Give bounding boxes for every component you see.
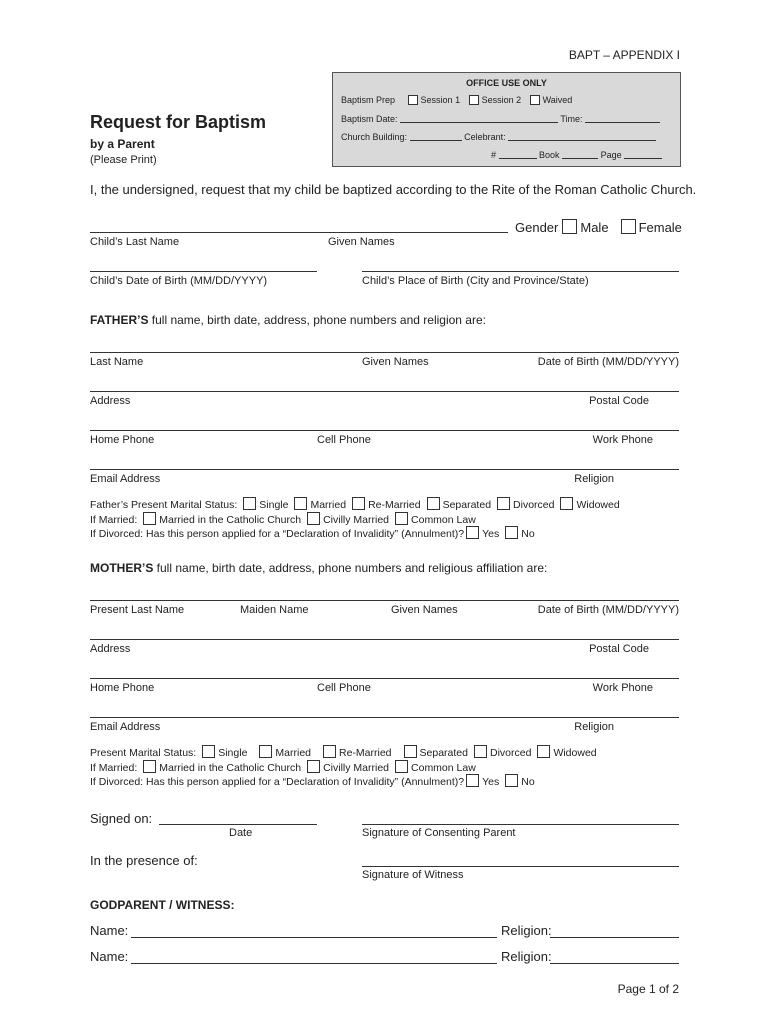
- male-label: Male: [580, 220, 609, 235]
- number-field[interactable]: [499, 149, 537, 159]
- mother-home-phone-label: Home Phone: [90, 682, 155, 694]
- number-label: #: [491, 150, 497, 160]
- page-label: Page: [600, 150, 622, 160]
- mother-heading-bold: MOTHER’S: [90, 561, 154, 575]
- father-yes-label: Yes: [482, 528, 500, 540]
- form-title: Request for Baptism: [90, 112, 267, 132]
- page-number: Page 1 of 2: [617, 982, 679, 996]
- godparent-name2-line[interactable]: [131, 963, 497, 964]
- father-address-line[interactable]: [90, 391, 679, 392]
- godparent-name1-line[interactable]: [131, 937, 497, 938]
- father-heading-bold: FATHER’S: [90, 313, 149, 327]
- time-field[interactable]: [585, 113, 660, 123]
- father-single-label: Single: [259, 499, 289, 511]
- mother-remarried-checkbox[interactable]: [323, 745, 336, 758]
- date-signature-line[interactable]: [159, 824, 317, 825]
- mother-heading: [90, 561, 547, 575]
- mother-maiden-name-label: Maiden Name: [240, 604, 309, 616]
- mother-heading-text: full name, birth date, address, phone numbers and religious affiliation are:: [153, 561, 548, 575]
- mother-divorced-checkbox[interactable]: [474, 745, 487, 758]
- mother-married-checkbox[interactable]: [259, 745, 272, 758]
- father-work-phone-label: Work Phone: [592, 434, 653, 446]
- father-annulment-question: Has this person applied for a “Declaration of Invalidity” (Annulment)?: [146, 528, 465, 540]
- father-remarried-checkbox[interactable]: [352, 497, 365, 510]
- father-civilly-label: Civilly Married: [323, 514, 390, 526]
- mother-catholic-label: Married in the Catholic Church: [159, 762, 302, 774]
- mother-civilly-checkbox[interactable]: [307, 760, 320, 773]
- consenting-parent-signature-line[interactable]: [362, 824, 679, 825]
- father-separated-checkbox[interactable]: [427, 497, 440, 510]
- office-title: OFFICE USE ONLY: [466, 78, 547, 88]
- please-print-note: (Please Print): [90, 154, 157, 166]
- father-heading: [90, 313, 486, 327]
- session2-checkbox[interactable]: [469, 95, 479, 105]
- mother-remarried-label: Re-Married: [339, 747, 392, 759]
- signed-on-label: Signed on:: [90, 811, 153, 826]
- father-given-names-label: Given Names: [362, 356, 429, 368]
- father-widowed-label: Widowed: [576, 499, 620, 511]
- father-remarried-label: Re-Married: [368, 499, 421, 511]
- father-married-label: Married: [310, 499, 347, 511]
- godparent-religion2-line[interactable]: [550, 963, 679, 964]
- mother-widowed-label: Widowed: [553, 747, 597, 759]
- father-religion-label: Religion: [574, 473, 614, 485]
- mother-last-name-label: Present Last Name: [90, 604, 185, 616]
- father-home-phone-label: Home Phone: [90, 434, 155, 446]
- father-no-checkbox[interactable]: [505, 526, 518, 539]
- mother-yes-label: Yes: [482, 776, 500, 788]
- father-if-divorced-row: [90, 526, 535, 540]
- waived-checkbox[interactable]: [530, 95, 540, 105]
- consenting-parent-label: Signature of Consenting Parent: [362, 827, 516, 839]
- mother-civilly-label: Civilly Married: [323, 762, 390, 774]
- mother-single-label: Single: [218, 747, 248, 759]
- child-dob-label: Child’s Date of Birth (MM/DD/YYYY): [90, 275, 268, 287]
- appendix-label: BAPT – APPENDIX I: [568, 48, 680, 62]
- child-dob-line[interactable]: [90, 271, 317, 272]
- father-divorced-checkbox[interactable]: [497, 497, 510, 510]
- father-email-line[interactable]: [90, 469, 679, 470]
- celebrant-field[interactable]: [508, 131, 656, 141]
- child-pob-line[interactable]: [362, 271, 679, 272]
- godparent-name1-label: Name:: [90, 923, 129, 938]
- mother-if-married-label: If Married:: [90, 762, 138, 774]
- mother-name-line[interactable]: [90, 600, 679, 601]
- mother-marital-label: Present Marital Status:: [90, 747, 197, 759]
- mother-given-names-label: Given Names: [391, 604, 458, 616]
- father-widowed-checkbox[interactable]: [560, 497, 573, 510]
- mother-widowed-checkbox[interactable]: [537, 745, 550, 758]
- mother-common-law-label: Common Law: [411, 762, 476, 774]
- baptism-date-field[interactable]: [400, 113, 558, 123]
- father-postal-label: Postal Code: [589, 395, 649, 407]
- male-checkbox[interactable]: [562, 219, 577, 234]
- father-separated-label: Separated: [442, 499, 492, 511]
- father-marital-label: Father’s Present Marital Status:: [90, 499, 238, 511]
- father-no-label: No: [521, 528, 535, 540]
- mother-separated-label: Separated: [419, 747, 468, 759]
- waived-label: Waived: [542, 95, 573, 105]
- godparent-religion2-label: Religion:: [501, 949, 552, 964]
- baptism-date-label: Baptism Date:: [341, 114, 398, 124]
- mother-if-divorced-label: If Divorced:: [90, 776, 144, 788]
- godparent-religion1-line[interactable]: [550, 937, 679, 938]
- father-if-married-label: If Married:: [90, 514, 138, 526]
- father-married-checkbox[interactable]: [294, 497, 307, 510]
- mother-if-divorced-row: [90, 774, 535, 788]
- father-yes-checkbox[interactable]: [466, 526, 479, 539]
- father-common-law-checkbox[interactable]: [395, 512, 408, 525]
- mother-catholic-checkbox[interactable]: [143, 760, 156, 773]
- mother-common-law-checkbox[interactable]: [395, 760, 408, 773]
- father-civilly-checkbox[interactable]: [307, 512, 320, 525]
- father-divorced-label: Divorced: [513, 499, 555, 511]
- father-if-married-row: [90, 512, 476, 526]
- page-field[interactable]: [624, 149, 662, 159]
- witness-signature-line[interactable]: [362, 866, 679, 867]
- mother-yes-checkbox[interactable]: [466, 774, 479, 787]
- father-marital-row: [90, 497, 620, 511]
- godparent-name2-label: Name:: [90, 949, 129, 964]
- session1-label: Session 1: [420, 95, 461, 105]
- child-last-name-label: Child’s Last Name: [90, 236, 180, 248]
- mother-single-checkbox[interactable]: [202, 745, 215, 758]
- father-if-divorced-label: If Divorced:: [90, 528, 144, 540]
- female-checkbox[interactable]: [621, 219, 636, 234]
- witness-signature-label: Signature of Witness: [362, 869, 464, 881]
- female-label: Female: [638, 220, 682, 235]
- mother-postal-label: Postal Code: [589, 643, 649, 655]
- mother-no-checkbox[interactable]: [505, 774, 518, 787]
- father-last-name-label: Last Name: [90, 356, 144, 368]
- book-field[interactable]: [562, 149, 598, 159]
- mother-marital-row: [90, 745, 597, 759]
- mother-divorced-label: Divorced: [490, 747, 532, 759]
- intro-statement: I, the undersigned, request that my child be baptized according to the Rite of the Roman Catholic Church.: [90, 182, 697, 197]
- book-label: Book: [539, 150, 560, 160]
- child-pob-label: Child’s Place of Birth (City and Province/State): [362, 275, 589, 287]
- father-common-law-label: Common Law: [411, 514, 476, 526]
- time-label: Time:: [560, 114, 583, 124]
- mother-address-label: Address: [90, 643, 131, 655]
- child-name-line[interactable]: [90, 232, 508, 233]
- father-phone-line[interactable]: [90, 430, 679, 431]
- mother-separated-checkbox[interactable]: [404, 745, 417, 758]
- father-address-label: Address: [90, 395, 131, 407]
- church-building-field[interactable]: [410, 131, 462, 141]
- church-building-label: Church Building:: [341, 132, 408, 142]
- mother-dob-label: Date of Birth (MM/DD/YYYY): [537, 604, 679, 616]
- mother-religion-label: Religion: [574, 721, 614, 733]
- father-email-label: Email Address: [90, 473, 161, 485]
- in-presence-of-label: In the presence of:: [90, 853, 198, 868]
- gender-label: Gender: [515, 220, 559, 235]
- celebrant-label: Celebrant:: [464, 132, 506, 142]
- mother-address-line[interactable]: [90, 639, 679, 640]
- mother-if-married-row: [90, 760, 476, 774]
- mother-email-label: Email Address: [90, 721, 161, 733]
- mother-married-label: Married: [275, 747, 312, 759]
- mother-phone-line[interactable]: [90, 678, 679, 679]
- session1-checkbox[interactable]: [408, 95, 418, 105]
- father-heading-text: full name, birth date, address, phone numbers and religion are:: [148, 313, 486, 327]
- mother-no-label: No: [521, 776, 535, 788]
- baptism-prep-label: Baptism Prep: [341, 95, 396, 105]
- session2-label: Session 2: [481, 95, 522, 105]
- father-single-checkbox[interactable]: [243, 497, 256, 510]
- mother-cell-phone-label: Cell Phone: [317, 682, 371, 694]
- godparent-religion1-label: Religion:: [501, 923, 552, 938]
- mother-work-phone-label: Work Phone: [592, 682, 653, 694]
- father-cell-phone-label: Cell Phone: [317, 434, 371, 446]
- godparent-heading: GODPARENT / WITNESS:: [90, 898, 235, 912]
- child-given-names-label: Given Names: [328, 236, 395, 248]
- date-label: Date: [229, 827, 253, 839]
- mother-annulment-question: Has this person applied for a “Declaration of Invalidity” (Annulment)?: [146, 776, 465, 788]
- mother-email-line[interactable]: [90, 717, 679, 718]
- father-name-line[interactable]: [90, 352, 679, 353]
- form-subtitle: by a Parent: [90, 137, 155, 151]
- father-dob-label: Date of Birth (MM/DD/YYYY): [537, 356, 679, 368]
- father-catholic-checkbox[interactable]: [143, 512, 156, 525]
- father-catholic-label: Married in the Catholic Church: [159, 514, 302, 526]
- office-use-box: [332, 72, 681, 167]
